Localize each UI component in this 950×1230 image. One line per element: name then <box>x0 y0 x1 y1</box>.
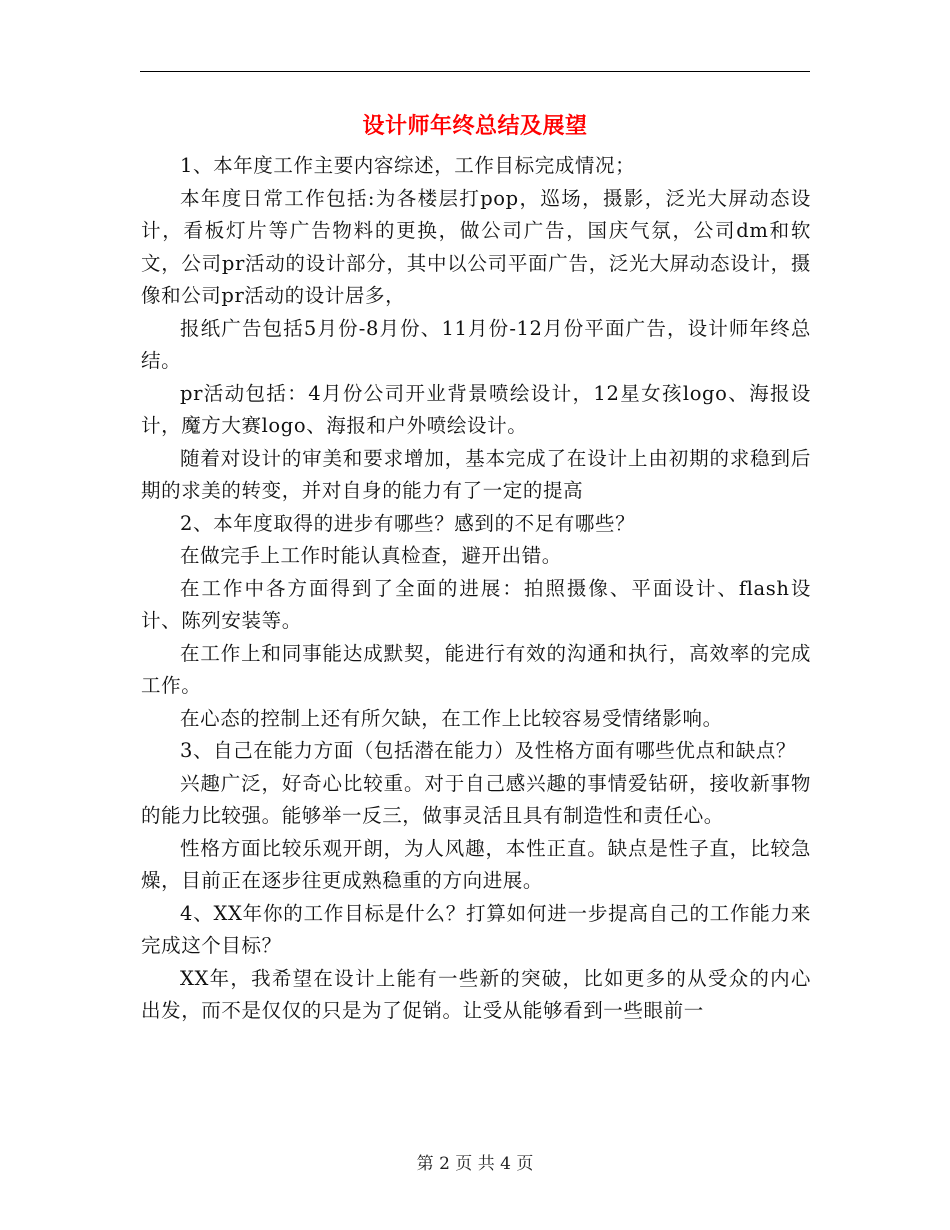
document-title: 设计师年终总结及展望 <box>362 113 588 139</box>
footer-middle: 页 共 <box>455 1154 495 1174</box>
paragraph-14: 4、XX年你的工作目标是什么？打算如何进一步提高自己的工作能力来完成这个目标？ <box>141 901 811 957</box>
paragraph-4: pr活动包括：4月份公司开业背景喷绘设计，12星女孩logo、海报设计，魔方大赛logo、海报和户外喷绘设计。 <box>141 381 811 437</box>
paragraph-2: 本年度日常工作包括:为各楼层打pop，巡场，摄影，泛光大屏动态设计，看板灯片等广告物料的更换，做公司广告，国庆气氛，公司dm和软文，公司pr活动的设计部分，其中以公司平面广告，泛光大屏动态设计，摄像和公司pr活动的设计居多， <box>141 186 811 307</box>
footer-prefix: 第 <box>416 1154 434 1174</box>
header-rule <box>140 71 810 72</box>
page-footer <box>140 1152 810 1176</box>
paragraph-1: 1、本年度工作主要内容综述，工作目标完成情况； <box>180 154 636 177</box>
footer-page-number: 2 <box>439 1154 450 1174</box>
paragraph-7: 在做完手上工作时能认真检查，避开出错。 <box>180 544 562 567</box>
paragraph-11: 3、自己在能力方面（包括潜在能力）及性格方面有哪些优点和缺点？ <box>180 739 797 762</box>
paragraph-3: 报纸广告包括5月份-8月份、11月份-12月份平面广告，设计师年终总结。 <box>141 316 811 372</box>
paragraph-10: 在心态的控制上还有所欠缺，在工作上比较容易受情绪影响。 <box>180 706 723 730</box>
footer-suffix: 页 <box>516 1154 534 1174</box>
paragraph-9: 在工作上和同事能达成默契，能进行有效的沟通和执行，高效率的完成工作。 <box>141 641 811 697</box>
paragraph-5: 随着对设计的审美和要求增加，基本完成了在设计上由初期的求稳到后期的求美的转变，并对自身的能力有了一定的提高 <box>141 446 811 502</box>
document-body <box>141 150 811 1028</box>
paragraph-12: 兴趣广泛，好奇心比较重。对于自己感兴趣的事情爱钻研，接收新事物的能力比较强。能够举一反三，做事灵活且具有制造性和责任心。 <box>141 771 811 827</box>
paragraph-8: 在工作中各方面得到了全面的进展：拍照摄像、平面设计、flash设计、陈列安装等。 <box>141 576 811 632</box>
footer-total-pages: 4 <box>500 1154 511 1174</box>
paragraph-15: XX年，我希望在设计上能有一些新的突破，比如更多的从受众的内心出发，而不是仅仅的只是为了促销。让受从能够看到一些眼前一 <box>141 966 811 1022</box>
paragraph-6: 2、本年度取得的进步有哪些？感到的不足有哪些？ <box>180 511 636 535</box>
paragraph-13: 性格方面比较乐观开朗，为人风趣，本性正直。缺点是性子直，比较急燥，目前正在逐步往更成熟稳重的方向进展。 <box>141 836 811 892</box>
